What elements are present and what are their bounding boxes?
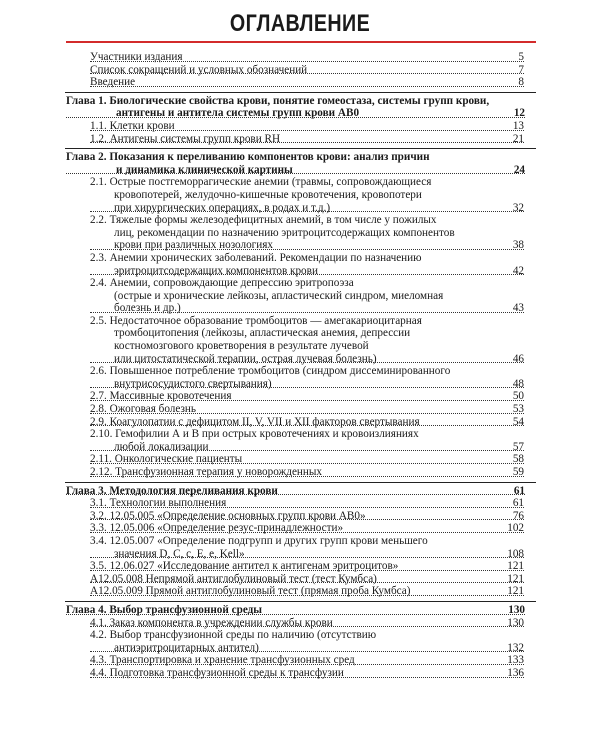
chapter-divider [0, 598, 600, 603]
page-number: 12 [513, 107, 525, 120]
page-number: 121 [507, 572, 524, 585]
toc-line [90, 642, 524, 655]
toc-line [66, 107, 525, 120]
toc-line [90, 548, 524, 561]
toc-section-entry[interactable] [90, 522, 524, 535]
toc-section-entry[interactable] [90, 416, 524, 429]
toc-section-entry[interactable] [90, 133, 524, 146]
toc-text: при хирургических операциях, в родах и т.д.) [114, 201, 331, 214]
toc-section-entry[interactable] [90, 617, 524, 630]
toc-text: антигены и антитела системы групп крови АВ0 [116, 107, 360, 120]
page-number: 54 [512, 415, 524, 428]
toc-line [90, 277, 524, 290]
toc-section-entry[interactable] [90, 390, 524, 403]
toc-text: 2.2. Тяжелые формы железодефицитных анемий, в том числе у пожилых [90, 214, 437, 227]
toc-line [90, 378, 524, 391]
toc-line [90, 403, 524, 416]
toc-line [90, 315, 524, 328]
toc-chapter-entry[interactable] [66, 95, 525, 120]
toc-line [90, 189, 524, 202]
toc-line [90, 560, 524, 573]
toc-line [90, 227, 524, 240]
toc-text: 3.1. Технологии выполнения [90, 497, 227, 510]
toc-text: Глава 2. Показания к переливанию компонентов крови: анализ причин [66, 151, 430, 164]
toc-section-entry[interactable] [90, 629, 524, 654]
toc-line [90, 428, 524, 441]
toc-line [90, 265, 524, 278]
toc-chapter-entry[interactable] [66, 604, 525, 617]
page-number: 136 [507, 666, 524, 679]
page-number: 43 [512, 302, 524, 315]
toc-text: 4.4. Подготовка трансфузионной среды к трансфузии [90, 666, 344, 679]
page-number: 24 [513, 163, 525, 176]
toc-text: 2.11. Онкологические пациенты [90, 453, 243, 466]
toc-line [90, 133, 524, 146]
toc-line [90, 202, 524, 215]
toc-text: болезнь и др.) [114, 302, 181, 315]
page-number: 48 [512, 377, 524, 390]
toc-line [90, 302, 524, 315]
page-number: 46 [512, 352, 524, 365]
toc-text: 3.5. 12.06.027 «Исследование антител к антигенам эритроцитов» [90, 560, 399, 573]
toc-text: 2.7. Массивные кровотечения [90, 390, 232, 403]
page-number: 61 [513, 484, 525, 497]
toc-section-entry[interactable] [90, 497, 524, 510]
toc-text: и динамика клинической картины [116, 163, 293, 176]
page-number: 32 [512, 201, 524, 214]
toc-section-entry[interactable] [90, 403, 524, 416]
divider-line [65, 601, 536, 602]
toc-line [66, 485, 525, 498]
toc-text: А12.05.008 Непрямой антиглобулиновый тест (тест Кумбса) [90, 572, 377, 585]
toc-text: А12.05.009 Прямой антиглобулиновый тест (прямая проба Кумбса) [90, 585, 411, 598]
toc-text: лиц, рекомендации по назначению эритроцитсодержащих компонентов [114, 226, 455, 239]
toc-section-entry[interactable] [90, 315, 524, 365]
page-number: 21 [512, 132, 524, 145]
page-number: 42 [512, 264, 524, 277]
toc-text: (острые и хронические лейкозы, апластический синдром, миеломная [114, 289, 444, 302]
toc-text: 2.10. Гемофилии А и В при острых кровотечениях и кровоизлияниях [90, 428, 419, 441]
toc-section-entry[interactable] [90, 466, 524, 479]
page-number: 121 [507, 560, 524, 573]
toc-text: 2.12. Трансфузионная терапия у новорожденных [90, 466, 323, 478]
page-number: 76 [512, 509, 524, 522]
toc-text: 4.2. Выбор трансфузионной среды по наличию (отсутствию [90, 629, 377, 642]
toc-section-entry[interactable] [90, 176, 524, 214]
toc-line [90, 416, 524, 429]
toc-line [90, 585, 524, 598]
toc-line [90, 497, 524, 510]
toc-section-entry[interactable] [90, 573, 524, 586]
toc-line [66, 95, 525, 108]
toc-text: кровопотерей, желудочно-кишечные кровотечения, кровопотери [114, 188, 422, 201]
toc-line [90, 390, 524, 403]
page-number: 13 [512, 119, 524, 132]
page-number: 5 [518, 51, 524, 63]
page-number: 108 [507, 547, 524, 560]
toc-line [90, 290, 524, 303]
page-number: 38 [512, 239, 524, 252]
toc-text: 2.8. Ожоговая болезнь [90, 403, 196, 416]
chapter-divider [0, 145, 600, 150]
toc-chapter-entry[interactable] [66, 485, 525, 498]
page-title: ОГЛАВЛЕНИЕ [229, 10, 371, 37]
toc-line [90, 573, 524, 586]
toc-text: 3.3. 12.05.006 «Определение резус-принадлежности» [90, 522, 344, 535]
toc-line [90, 617, 524, 630]
toc-line [90, 64, 524, 77]
toc-line [90, 441, 524, 454]
toc-line [90, 629, 524, 642]
toc-text: крови при различных нозологиях [114, 239, 273, 252]
divider-line [65, 148, 536, 149]
page-number: 53 [512, 403, 524, 416]
toc-text: значения D, C, c, E, e, Kell» [114, 547, 245, 560]
toc-text: Глава 1. Биологические свойства крови, понятие гомеостаза, системы групп крови, [66, 94, 490, 107]
toc-line [90, 365, 524, 378]
toc-line [90, 654, 524, 667]
toc-text: 2.9. Коагулопатии с дефицитом II, V, VII и XII факторов свертывания [90, 415, 420, 428]
page-number: 8 [518, 76, 524, 89]
page-number: 50 [512, 390, 524, 403]
toc-line [90, 522, 524, 535]
toc-section-entry[interactable] [90, 120, 524, 133]
toc-text: 4.1. Заказ компонента в учреждении службы крови [90, 616, 333, 629]
toc-text: 2.1. Острые постгеморрагические анемии (травмы, сопровождающиеся [90, 176, 432, 189]
toc-front-matter-entry[interactable] [90, 76, 524, 89]
toc-line [90, 76, 524, 89]
toc-section-entry[interactable] [90, 667, 524, 680]
toc-line [90, 51, 524, 64]
toc-text: Введение [90, 76, 136, 89]
page-number: 121 [507, 585, 524, 598]
toc-text: антиэритроцитарных антител) [114, 641, 259, 654]
toc-text: 2.6. Повышенное потребление тромбоцитов (синдром диссеминированного [90, 365, 451, 378]
toc-text: 2.4. Анемии, сопровождающие депрессию эритропоэза [90, 277, 354, 290]
page-number: 130 [507, 616, 524, 629]
toc-section-entry[interactable] [90, 365, 524, 390]
toc-section-entry[interactable] [90, 510, 524, 523]
toc-line [90, 466, 524, 479]
page-number: 130 [508, 603, 525, 616]
toc-line [90, 176, 524, 189]
page-number: 59 [512, 466, 524, 478]
toc-section-entry[interactable] [90, 214, 524, 252]
chapter-divider [0, 479, 600, 484]
toc-line [90, 667, 524, 680]
title-underline [66, 41, 536, 43]
toc-section-entry[interactable] [90, 585, 524, 598]
toc-text: внутрисосудистого свертывания) [114, 377, 272, 390]
toc-text: любой локализации [114, 440, 209, 453]
divider-line [65, 482, 536, 483]
toc-line [66, 604, 525, 617]
page-number: 7 [518, 63, 524, 76]
toc-section-entry[interactable] [90, 252, 524, 277]
toc-section-entry[interactable] [90, 654, 524, 667]
toc-text: или цитостатической терапии, острая лучевая болезнь) [114, 352, 377, 365]
toc-text: Глава 4. Выбор трансфузионной среды [66, 603, 263, 616]
toc-line [66, 151, 525, 164]
toc-text: Глава 3. Методология переливания крови [66, 484, 278, 497]
toc-text: 1.1. Клетки крови [90, 119, 175, 132]
toc-line [90, 353, 524, 366]
toc-section-entry[interactable] [90, 277, 524, 315]
toc-line [90, 239, 524, 252]
toc-front-matter-entry[interactable] [90, 64, 524, 77]
divider-line [65, 92, 536, 93]
table-of-contents [0, 50, 600, 680]
toc-text: Участники издания [90, 51, 183, 63]
toc-text: 4.3. Транспортировка и хранение трансфузионных сред [90, 654, 355, 667]
toc-section-entry[interactable] [90, 560, 524, 573]
toc-text: 1.2. Антигены системы групп крови RH [90, 132, 281, 145]
toc-line [90, 214, 524, 227]
page-number: 57 [512, 440, 524, 453]
front-matter-list [0, 50, 600, 89]
toc-line [90, 340, 524, 353]
toc-line [90, 120, 524, 133]
toc-text: 3.2. 12.05.005 «Определение основных групп крови АВ0» [90, 509, 366, 522]
toc-chapter-entry[interactable] [66, 151, 525, 176]
toc-section-entry[interactable] [90, 535, 524, 560]
page-number: 133 [507, 654, 524, 667]
toc-text: 2.3. Анемии хронических заболеваний. Рекомендации по назначению [90, 251, 422, 264]
page-number: 61 [512, 497, 524, 510]
toc-text: Список сокращений и условных обозначений [90, 63, 308, 76]
toc-front-matter-entry[interactable] [90, 51, 524, 64]
page-number: 132 [507, 641, 524, 654]
toc-section-entry[interactable] [90, 428, 524, 453]
page-number: 58 [512, 453, 524, 466]
toc-line [90, 327, 524, 340]
toc-line [90, 453, 524, 466]
toc-section-entry[interactable] [90, 453, 524, 466]
toc-line [66, 164, 525, 177]
chapter-divider [0, 89, 600, 94]
toc-text: тромбоцитопения (лейкозы, апластическая анемия, депрессии [114, 327, 411, 340]
toc-line [90, 535, 524, 548]
toc-line [90, 252, 524, 265]
page-number: 102 [507, 522, 524, 535]
toc-text: эритроцитсодержащих компонентов крови [114, 264, 318, 277]
toc-text: 2.5. Недостаточное образование тромбоцитов — амегакариоцитарная [90, 314, 422, 327]
toc-line [90, 510, 524, 523]
toc-text: 3.4. 12.05.007 «Определение подгрупп и других групп крови меньшего [90, 534, 428, 547]
toc-text: костномозгового кроветворения в результате лучевой [114, 340, 369, 353]
